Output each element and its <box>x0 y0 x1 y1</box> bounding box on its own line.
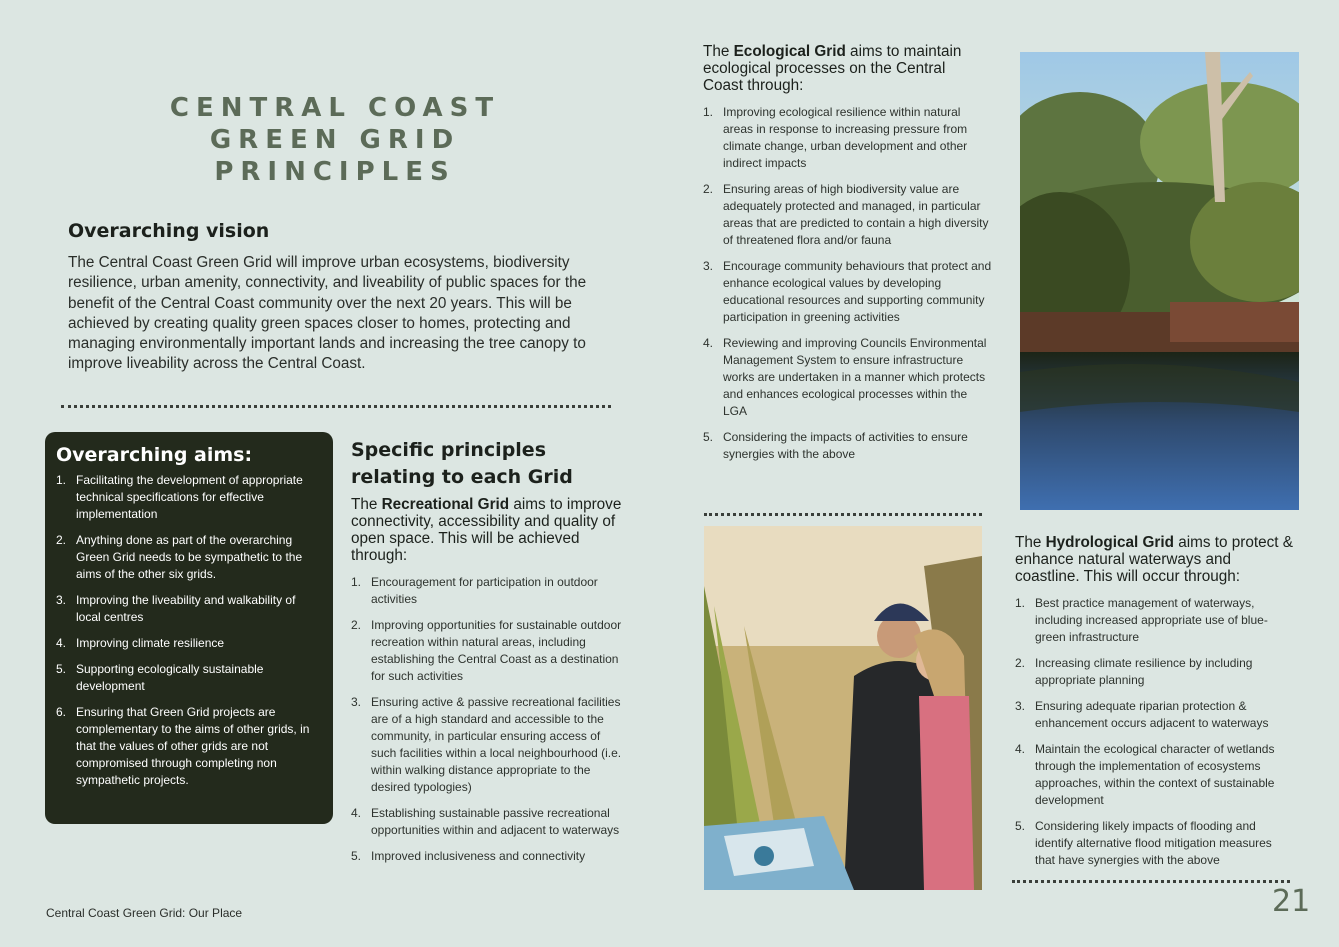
list-item: 3. Ensuring adequate riparian protection & enhancement occurs adjacent to waterways <box>1015 699 1269 730</box>
specific-principles-heading: Specific principles relating to each Grid <box>351 439 573 488</box>
divider-left <box>61 405 611 408</box>
list-item: 4. Reviewing and improving Councils Environmental Management System to ensure infrastructure works are undertaken in a manner which protects and enhances ecological processes within the LGA <box>703 336 987 418</box>
hydrological-grid-intro: The Hydrological Grid aims to protect & enhance natural waterways and coastline. This will occur through: <box>1015 534 1293 585</box>
aims-list <box>56 472 321 789</box>
people-signboard-photo <box>704 526 982 890</box>
list-item: 5. Improved inclusiveness and connectivity <box>351 849 586 863</box>
vision-heading: Overarching vision <box>68 220 270 242</box>
footer-text: Central Coast Green Grid: Our Place <box>46 906 243 920</box>
ecological-grid-intro: The Ecological Grid aims to maintain ecological processes on the Central Coast through: <box>703 43 962 94</box>
ecological-list <box>703 104 993 472</box>
list-item: 5. Considering likely impacts of flooding and identify alternative flood mitigation measures that have synergies with the above <box>1015 819 1272 867</box>
recreational-list <box>351 574 626 874</box>
divider-right <box>1012 880 1290 883</box>
list-item: 4. Maintain the ecological character of wetlands through the implementation of ecosystems approaches, within the context of sustainable development <box>1015 742 1275 807</box>
list-item: 1. Encouragement for participation in outdoor activities <box>351 575 598 606</box>
page-number: 21 <box>1272 884 1311 919</box>
list-item: 2. Ensuring areas of high biodiversity value are adequately protected and managed, in particular areas that are predicted to contain a high diversity of threatened flora and/or fauna <box>703 182 989 247</box>
page-title <box>120 92 550 188</box>
list-item: 4. Improving climate resilience <box>56 636 225 650</box>
title-line-2: GREEN GRID <box>209 125 461 155</box>
divider-middle <box>704 513 982 516</box>
title-line-3: PRINCIPLES <box>214 157 456 187</box>
title-line-1: CENTRAL COAST <box>169 93 501 123</box>
overarching-aims-box <box>45 432 333 824</box>
list-item: 3. Encourage community behaviours that protect and enhance ecological values by developing educational resources and supporting community participation in greening activities <box>703 259 992 324</box>
vision-body: The Central Coast Green Grid will improve urban ecosystems, biodiversity resilience, urban amenity, connectivity, and liveability of public spaces for the benefit of the Central Coast community over the next 20 years. This will be achieved by creating quality green spaces closer to homes, protecting and managing environmentally important lands and increasing the tree canopy to improve liveability across the Central Coast. <box>68 254 587 373</box>
list-item: 6. Ensuring that Green Grid projects are complementary to the aims of other grids, in that the values of other grids are not compromised through completing non sympathetic projects. <box>56 705 310 787</box>
creek-photo <box>1020 52 1299 510</box>
aims-heading: Overarching aims: <box>56 444 253 466</box>
list-item: 2. Anything done as part of the overarching Green Grid needs to be sympathetic to the aims of the other six grids. <box>56 533 303 581</box>
list-item: 3. Ensuring active & passive recreational facilities are of a high standard and accessible to the community, in particular ensuring access of such facilities within a local neighbourhood (i.e. within walking distance appropriate to the desired typologies) <box>351 695 622 794</box>
recreational-grid-intro: The Recreational Grid aims to improve connectivity, accessibility and quality of open space. This will be achieved through: <box>351 496 622 564</box>
list-item: 4. Establishing sustainable passive recreational opportunities within and adjacent to waterways <box>351 806 620 837</box>
hydrological-list <box>1015 595 1290 878</box>
list-item: 1. Facilitating the development of appropriate technical specifications for effective implementation <box>56 473 303 521</box>
list-item: 5. Considering the impacts of activities to ensure synergies with the above <box>703 430 968 461</box>
list-item: 2. Improving opportunities for sustainable outdoor recreation within natural areas, including establishing the Central Coast as a destination for such activities <box>351 618 622 683</box>
list-item: 2. Increasing climate resilience by including appropriate planning <box>1015 656 1253 687</box>
list-item: 5. Supporting ecologically sustainable development <box>56 662 264 693</box>
list-item: 1. Improving ecological resilience within natural areas in response to increasing pressure from climate change, urban development and other indirect impacts <box>703 105 968 170</box>
list-item: 1. Best practice management of waterways, including increased appropriate use of blue-green infrastructure <box>1015 596 1268 644</box>
list-item: 3. Improving the liveability and walkability of local centres <box>56 593 296 624</box>
